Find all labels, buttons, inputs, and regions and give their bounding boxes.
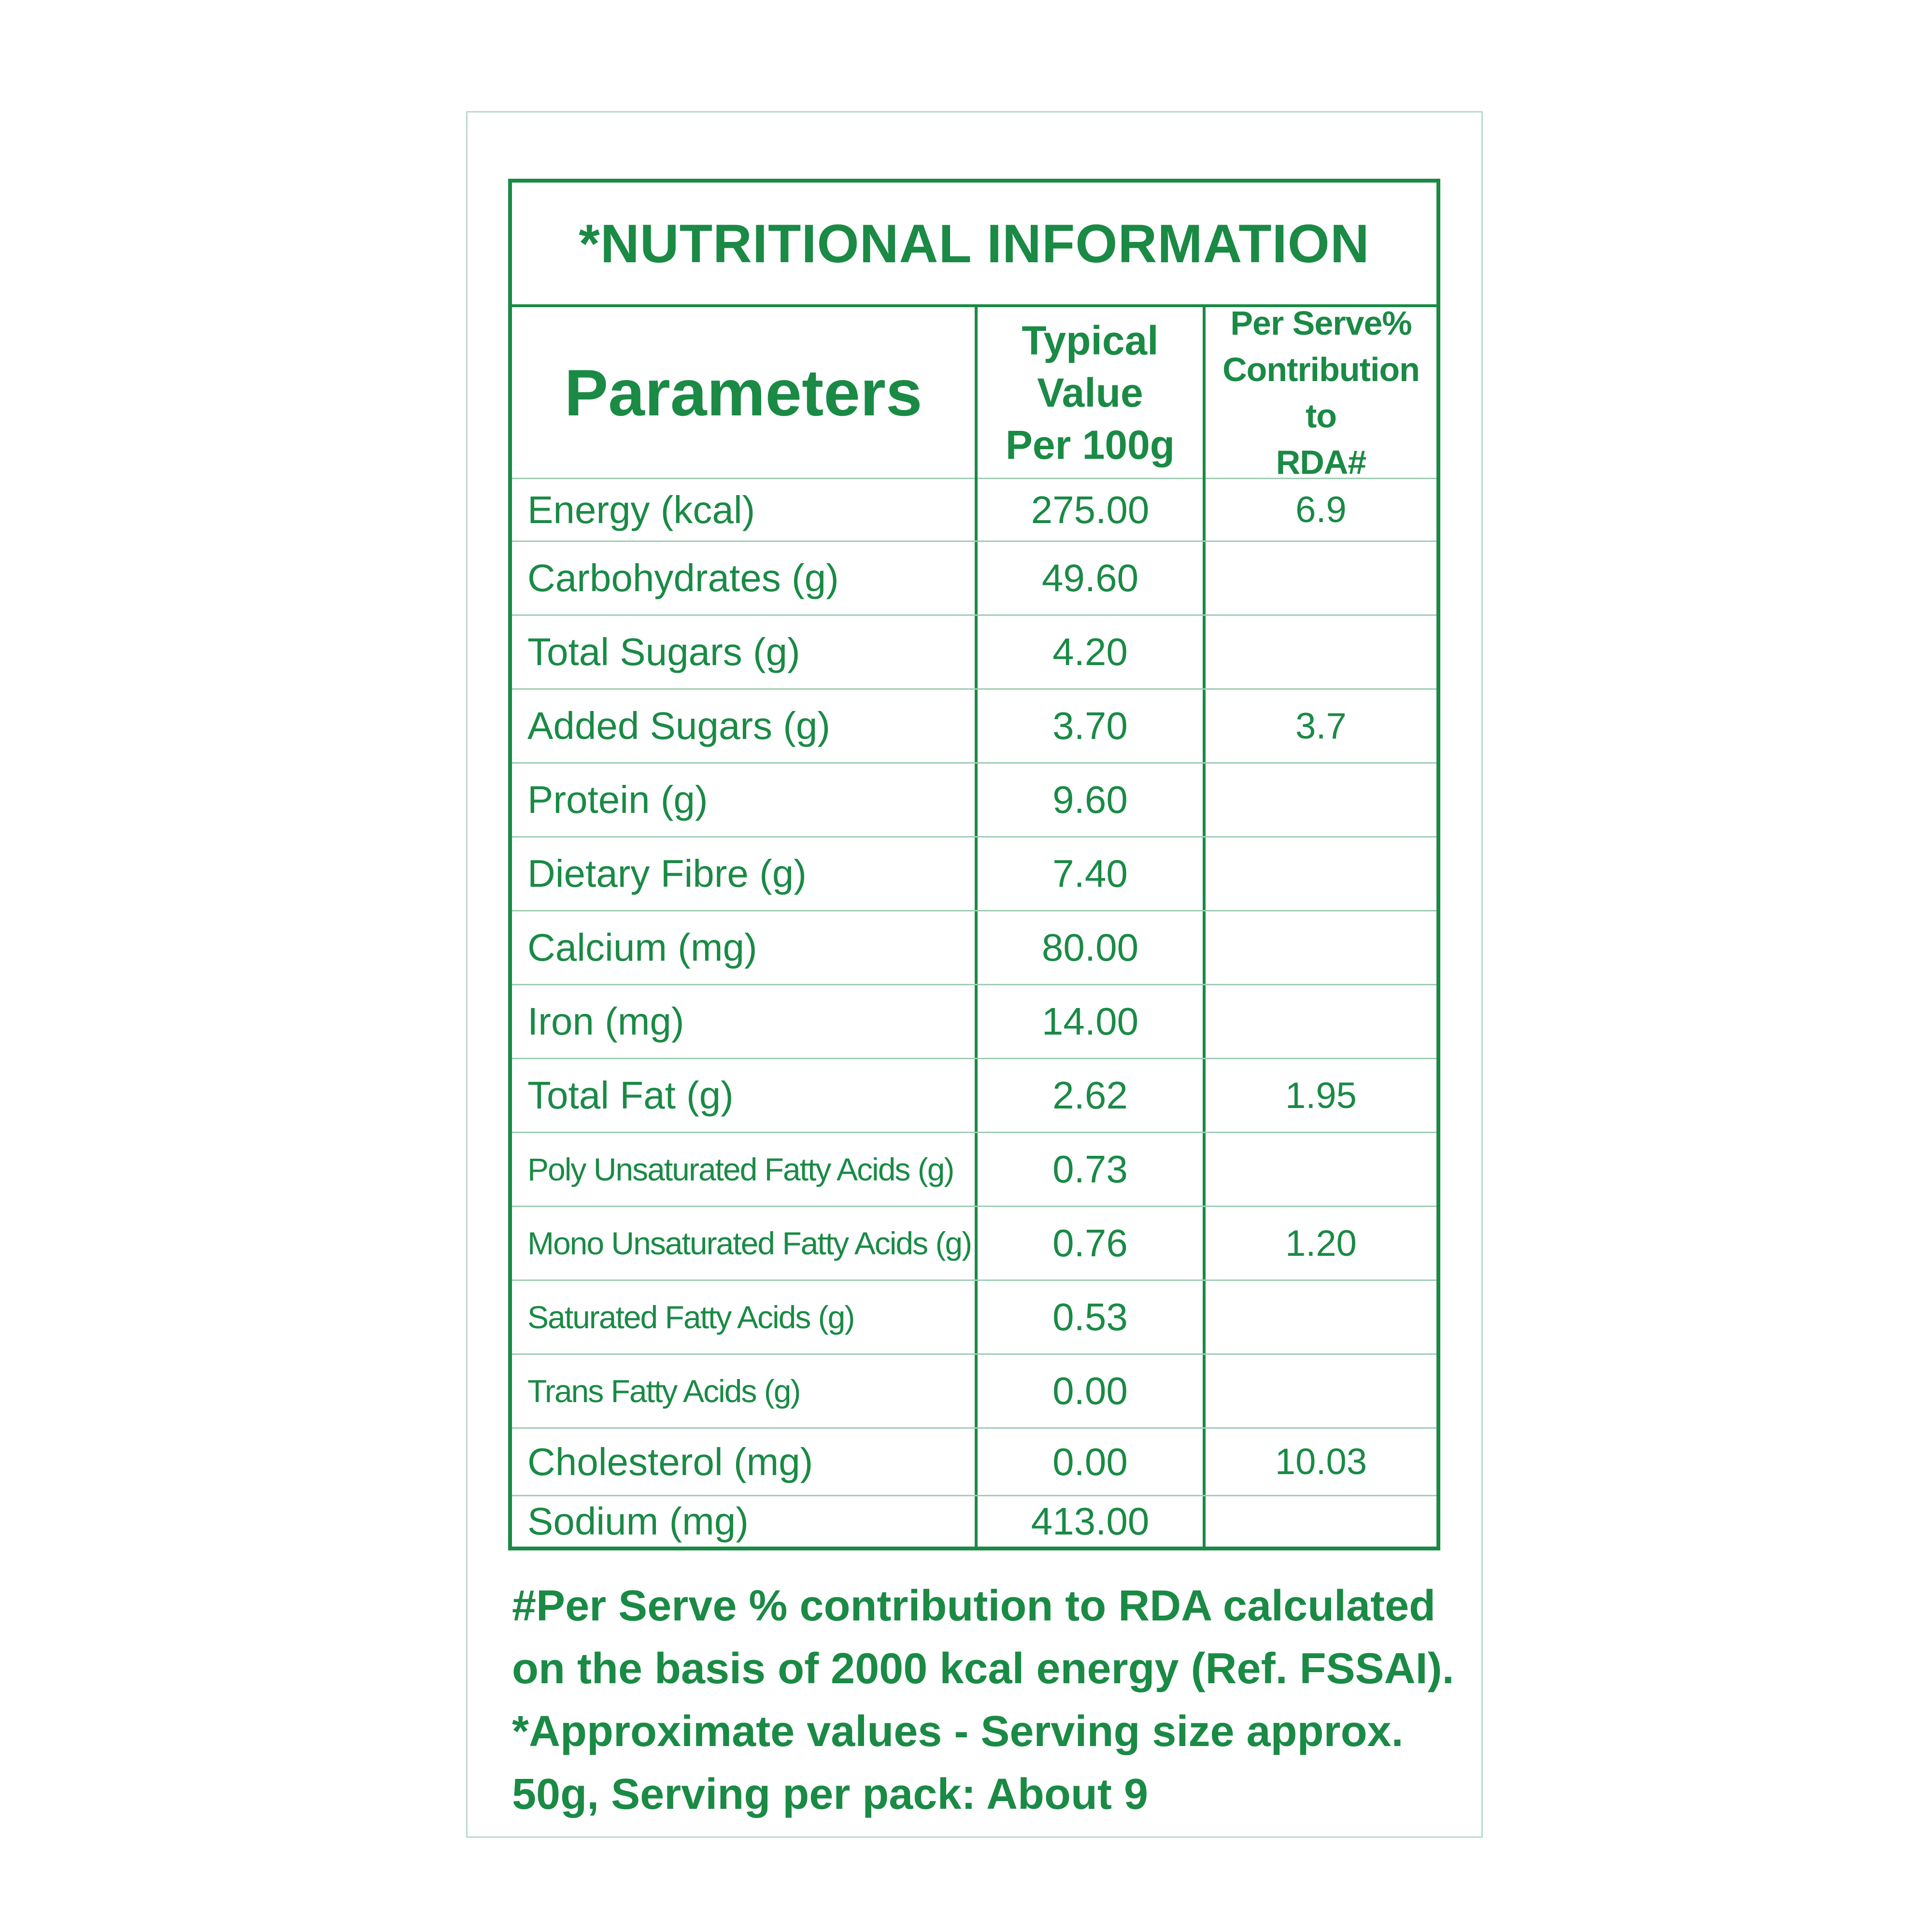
- row-value: 49.60: [1041, 556, 1139, 599]
- row-value: 0.00: [1052, 1440, 1128, 1483]
- row-parameter: Mono Unsaturated Fatty Acids (g): [527, 1225, 972, 1261]
- table-row: [512, 985, 1436, 1059]
- header-typical-value: [978, 307, 1203, 478]
- row-value: 413.00: [1031, 1500, 1150, 1543]
- table-row: [512, 1281, 1436, 1355]
- table-title-row: [512, 183, 1436, 307]
- footnote: [512, 1575, 1459, 1826]
- table-title: *NUTRITIONAL INFORMATION: [579, 213, 1370, 274]
- row-value: 0.00: [1052, 1369, 1128, 1412]
- row-value: 4.20: [1052, 630, 1128, 673]
- row-parameter: Carbohydrates (g): [527, 556, 839, 599]
- table-row: [512, 911, 1436, 985]
- footnote-line: on the basis of 2000 kcal energy (Ref. FSSAI).: [512, 1645, 1454, 1693]
- row-parameter: Cholesterol (mg): [527, 1440, 813, 1483]
- row-value: 9.60: [1052, 778, 1128, 821]
- row-rda: 1.95: [1285, 1075, 1357, 1116]
- table-row: [512, 616, 1436, 690]
- row-rda: 10.03: [1275, 1441, 1367, 1482]
- header-typical-value-line: Per 100g: [1005, 422, 1175, 468]
- row-parameter: Poly Unsaturated Fatty Acids (g): [527, 1151, 954, 1187]
- row-value: 3.70: [1052, 704, 1128, 747]
- row-parameter: Protein (g): [527, 778, 708, 821]
- table-body: [512, 479, 1436, 1547]
- row-parameter: Iron (mg): [527, 1000, 684, 1043]
- header-typical-value-line: Typical: [1022, 317, 1159, 363]
- row-rda: [1206, 616, 1436, 688]
- row-value: 0.76: [1052, 1222, 1128, 1264]
- table-row: [512, 542, 1436, 616]
- footnote-line: 50g, Serving per pack: About 9: [512, 1770, 1148, 1818]
- table-row: [512, 764, 1436, 838]
- row-rda: 1.20: [1285, 1222, 1357, 1264]
- row-rda: [1206, 985, 1436, 1058]
- row-rda: [1206, 1281, 1436, 1353]
- header-rda: [1206, 304, 1436, 481]
- row-rda: [1206, 1496, 1436, 1547]
- table-header-row: [512, 304, 1436, 481]
- row-parameter: Sodium (mg): [527, 1500, 749, 1543]
- table-row: [512, 690, 1436, 764]
- nutrition-table: [508, 179, 1440, 1550]
- footnote-line: *Approximate values - Serving size approx.: [512, 1707, 1404, 1756]
- row-value: 7.40: [1052, 852, 1128, 895]
- row-value: 275.00: [1031, 488, 1150, 531]
- row-parameter: Energy (kcal): [527, 488, 755, 531]
- row-rda: [1206, 911, 1436, 984]
- row-value: 0.73: [1052, 1148, 1128, 1191]
- table-row: [512, 1207, 1436, 1281]
- row-value: 80.00: [1041, 926, 1139, 969]
- table-row: [512, 1429, 1436, 1496]
- row-rda: [1206, 1133, 1436, 1206]
- footnote-line: #Per Serve % contribution to RDA calculated: [512, 1582, 1436, 1630]
- row-rda: [1206, 1355, 1436, 1427]
- row-parameter: Saturated Fatty Acids (g): [527, 1299, 854, 1335]
- header-typical-value-line: Value: [1037, 369, 1143, 415]
- row-parameter: Total Sugars (g): [527, 630, 800, 673]
- row-parameter: Total Fat (g): [527, 1074, 734, 1117]
- header-rda-line: RDA#: [1276, 443, 1366, 481]
- table-row: [512, 1059, 1436, 1133]
- row-rda: [1206, 838, 1436, 910]
- row-parameter: Calcium (mg): [527, 926, 757, 969]
- row-value: 2.62: [1052, 1074, 1128, 1117]
- table-row: [512, 838, 1436, 911]
- row-value: 0.53: [1052, 1295, 1128, 1338]
- row-parameter: Added Sugars (g): [527, 704, 831, 747]
- row-parameter: Trans Fatty Acids (g): [527, 1373, 800, 1409]
- table-row: [512, 479, 1436, 542]
- row-rda: [1206, 542, 1436, 614]
- header-rda-line: Per Serve%: [1230, 304, 1412, 342]
- row-rda: [1206, 764, 1436, 836]
- row-rda: 3.7: [1295, 705, 1347, 747]
- header-parameters: Parameters: [564, 355, 923, 429]
- table-row: [512, 1496, 1436, 1547]
- row-parameter: Dietary Fibre (g): [527, 852, 807, 895]
- table-row: [512, 1133, 1436, 1207]
- header-rda-line: Contribution to: [1222, 350, 1420, 435]
- row-value: 14.00: [1041, 1000, 1139, 1043]
- row-rda: 6.9: [1295, 489, 1347, 530]
- table-row: [512, 1355, 1436, 1429]
